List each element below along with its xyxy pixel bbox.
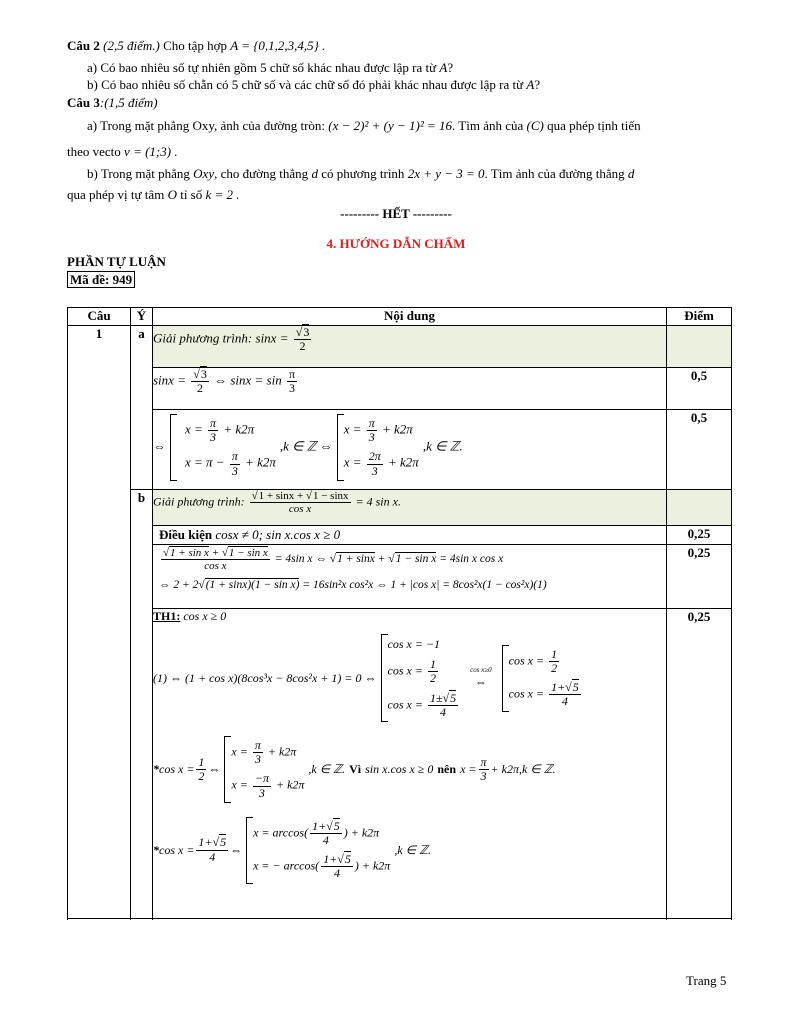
b-condition: Điều kiện cosx ≠ 0; sin x.cos x ≥ 0 bbox=[153, 526, 667, 545]
header-diem: Điểm bbox=[667, 308, 732, 326]
section-title: 4. HƯỚNG DẪN CHẤM bbox=[326, 236, 466, 251]
cau2-line bbox=[67, 38, 325, 54]
part-label: PHẦN TỰ LUẬN bbox=[67, 254, 166, 269]
cau3-heading: Câu 3 bbox=[67, 95, 100, 110]
table-row bbox=[68, 326, 732, 368]
cau3-a-line2: theo vecto v = (1;3) . bbox=[67, 144, 178, 159]
table-row bbox=[68, 609, 732, 919]
table-row bbox=[68, 410, 732, 490]
grading-table bbox=[67, 307, 732, 919]
b-th1-label: TH1: bbox=[153, 609, 181, 624]
b-cond-points: 0,25 bbox=[667, 526, 732, 545]
a-step1: sinx = $\frac{√3}{2}$ ⇔ sinx = sin $\frac{\pi}{3}$ bbox=[153, 368, 667, 410]
header-noi-dung: Nội dung bbox=[153, 308, 667, 326]
y-a: a bbox=[131, 326, 153, 490]
end-marker: --------- HẾT --------- bbox=[340, 206, 452, 221]
b-step2-points: 0,25 bbox=[667, 545, 732, 609]
page-footer: Trang 5 bbox=[686, 973, 727, 988]
cau3-line bbox=[67, 95, 158, 111]
cau3-b-line2: qua phép vị tự tâm O tỉ số k = 2 . bbox=[67, 187, 240, 202]
cau3-points: :(1,5 điểm) bbox=[99, 95, 158, 110]
cau2-b: b) Có bao nhiêu số chẵn có 5 chữ số và các chữ số đó phải khác nhau được lập ra từ A? bbox=[87, 77, 541, 92]
a-step2-points: 0,5 bbox=[667, 410, 732, 490]
exam-code: Mã đề: 949 bbox=[67, 271, 135, 288]
b-task-label: Giải phương trình: bbox=[153, 494, 245, 509]
a-step2: ⇔ x = $\frac{\pi}{3}$ + k2π x = π − $\frac{\pi}{3}$ + k2π ,k ∈ ℤ ⇔ x = $\frac{\pi}{3}$ + k2π x = $\frac{2\pi}{3}$ + k2π ,k ∈ ℤ. bbox=[153, 410, 667, 490]
table-row bbox=[68, 490, 732, 526]
a-step1-points: 0,5 bbox=[667, 368, 732, 410]
b-th1-points: 0,25 bbox=[667, 609, 732, 919]
table-row bbox=[68, 526, 732, 545]
b-th1-cell: TH1: cos x ≥ 0 (1) ⇔ (1 + cos x)(8cos³x − 8cos²x + 1) = 0 ⇔ cos x = −1 cos x = $\frac{1}{2}$ cos x = $\frac{1\pm√5}{4}$ cos x≥0 ⇔ cos x = $\frac{1}{2}$ cos x = $\frac{1+√5}{4}$ * cos x = $\frac{1}{2}$ ⇔ x = $\frac{\pi}{3}$ + k2π x = $\frac{-\pi}{3}$ + k2π ,k ∈ ℤ. Vì sin x.cos x ≥ 0 nên x = $\frac{\pi}{3}$ + k2π ,k ∈ ℤ. * cos x = $\frac{1+√5}{4}$ ⇔ x = arccos( $\frac{1+√5}{4}$ ) + k2π x = − arccos( $\frac{1+√5}{4}$ ) + k2π ,k ∈ ℤ. bbox=[153, 609, 667, 919]
cau3-a-line1: a) Trong mặt phẳng Oxy, ảnh của đường tròn: (x − 2)² + (y − 1)² = 16. Tìm ảnh của (C) qua phép tịnh tiến bbox=[87, 118, 641, 133]
a-task-cell: Giải phương trình: sinx = $\frac{√3}{2}$ bbox=[153, 326, 667, 368]
a-task-label: Giải phương trình: bbox=[153, 330, 253, 346]
y-b: b bbox=[131, 490, 153, 919]
cau2-intro: Cho tập hợp bbox=[163, 38, 227, 53]
table-header-row bbox=[68, 308, 732, 326]
cau2-a: a) Có bao nhiêu số tự nhiên gồm 5 chữ số khác nhau được lập ra từ A? bbox=[87, 60, 454, 75]
header-cau: Câu bbox=[68, 308, 131, 326]
b-step2: $\frac{\text{√1 + sin x + √1 − sin x}}{\text{cos x}}$ = 4sin x ⇔ √1 + sinx + √1 − sin x = 4sin x cos x ⇔ 2 + 2√(1 + sinx)(1 − sin x) = 16sin²x cos²x ⇔ 1 + |cos x| = 8cos²x(1 − cos²x)(1) bbox=[153, 545, 667, 609]
cau2-set: A = {0,1,2,3,4,5} . bbox=[230, 38, 326, 53]
cau2-heading: Câu 2 bbox=[67, 38, 100, 53]
b-cond-label: Điều kiện bbox=[159, 527, 213, 542]
b-task-cell: Giải phương trình: $\frac{√1 + \sin x + √1 - \sin x}{\text{cos x}}$ = 4 sin x. bbox=[153, 490, 667, 526]
table-row bbox=[68, 545, 732, 609]
table-row bbox=[68, 368, 732, 410]
cau2-points: (2,5 điểm.) bbox=[103, 38, 160, 53]
cau3-b-line1: b) Trong mặt phẳng Oxy, cho đường thẳng d có phương trình 2x + y − 3 = 0. Tìm ảnh của đường thẳng d bbox=[87, 166, 635, 181]
cau-number: 1 bbox=[68, 326, 131, 919]
header-y: Ý bbox=[131, 308, 153, 326]
